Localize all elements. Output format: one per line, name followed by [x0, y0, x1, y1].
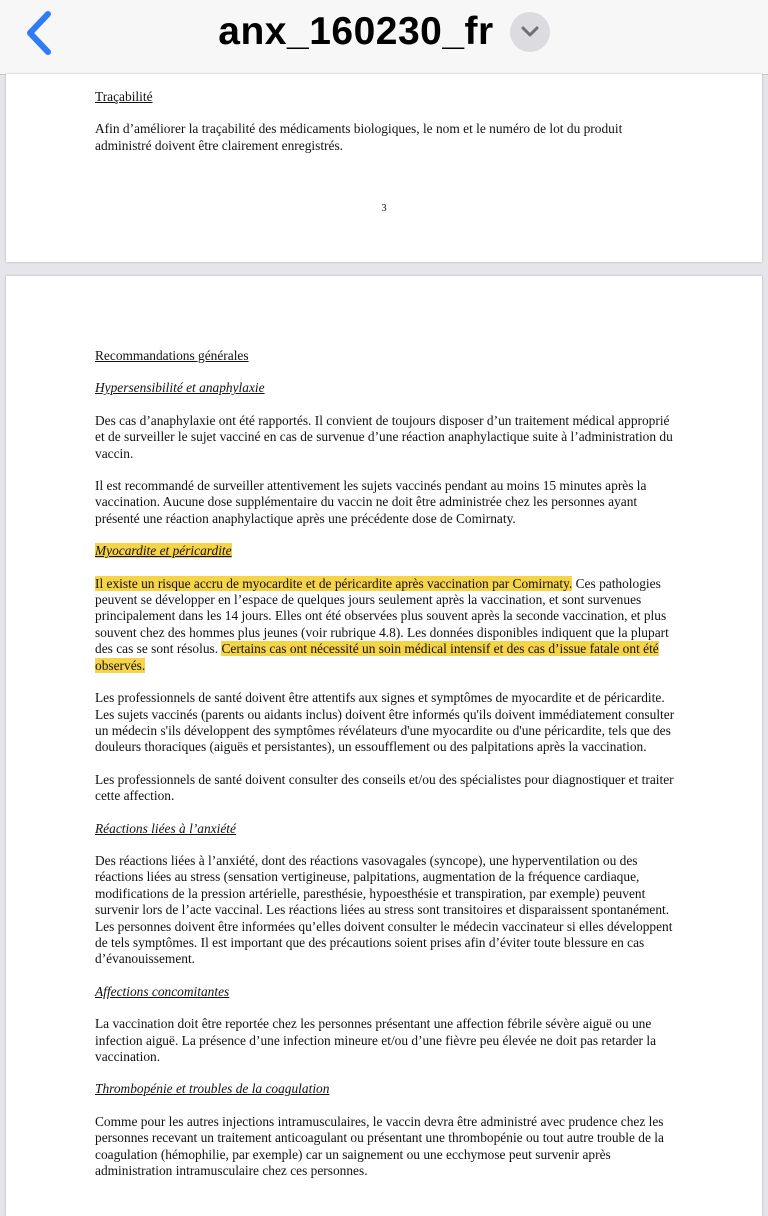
hypersensitivity-paragraph-1: Des cas d’anaphylaxie ont été rapportés. Il convient de toujours disposer d’un traitement médical approprié et de surveiller le sujet vacciné en cas de survenue d’une réaction anaphylactique suite à l’administration du vaccin. [95, 412, 673, 461]
thrombocytopenia-heading: Thrombopénie et troubles de la coagulation [95, 1081, 330, 1097]
document-title[interactable]: anx_160230_fr [218, 10, 494, 53]
myocarditis-heading: Myocardite et péricardite [95, 543, 232, 559]
chevron-down-icon [520, 25, 540, 39]
concomitant-heading: Affections concomitantes [95, 983, 230, 999]
title-menu-button[interactable] [510, 12, 550, 52]
section-title: Recommandations générales [95, 348, 249, 363]
myocarditis-paragraph-2: Les professionnels de santé doivent être attentifs aux signes et symptômes de myocardite et de péricardite. Les sujets vaccinés (parents ou aidants inclus) doivent être informés qu'ils doivent immédiatement consulter un médecin s'ils développent des symptômes révélateurs d'une myocardite ou d'une péricardite, tels que des douleurs thoraciques (aiguës et persistantes), un essoufflement ou des palpitations après la vaccination. [95, 690, 675, 755]
highlighted-text: Certains cas ont nécessité un soin médical intensif et des cas d’issue fatale ont été observés. [95, 641, 659, 673]
document-page-4 [6, 276, 762, 1216]
concomitant-paragraph: La vaccination doit être reportée chez les personnes présentant une affection fébrile sévère aiguë ou une infection aiguë. La présence d’une infection mineure et/ou d’une fièvre peu élevée ne doit pas retarder la vaccination. [95, 1016, 657, 1064]
hypersensitivity-paragraph-2: Il est recommandé de surveiller attentivement les sujets vaccinés pendant au moins 15 minutes après la vaccination. Aucune dose supplémentaire du vaccin ne doit être administrée chez les personnes ayant présenté une réaction anaphylactique après une précédente dose de Comirnaty. [95, 478, 647, 526]
myocarditis-heading-wrapper [95, 543, 675, 559]
title-container [0, 10, 768, 54]
anxiety-paragraph: Des réactions liées à l’anxiété, dont des réactions vasovagales (syncope), une hyperventilation ou des réactions liées au stress (sensation vertigineuse, palpitations, augmentation de la fréquence cardiaque, modifications de la pression artérielle, paresthésie, hypoesthésie et transpiration, par exemple) peuvent survenir lors de l’acte vaccinal. Les réactions liées au stress sont transitoires et disparaissent spontanément. Les personnes doivent être informées qu’elles doivent consulter le médecin vaccinateur si elles développent de tels symptômes. Il est important que des précautions soient prises afin d’éviter toute blessure en cas d’évanouissement. [95, 852, 673, 967]
tracabilite-paragraph: Afin d’améliorer la traçabilité des médicaments biologiques, le nom et le numéro de lot du produit administré doivent être clairement enregistrés. [95, 121, 623, 153]
myocarditis-paragraph-3: Les professionnels de santé doivent consulter des conseils et/ou des spécialistes pour diagnostiquer et traiter cette affection. [95, 771, 674, 804]
highlighted-text: Il existe un risque accru de myocardite et de péricardite après vaccination par Comirnaty. [95, 575, 573, 591]
myocarditis-paragraph-1 [95, 576, 675, 674]
page-number: 3 [381, 203, 387, 214]
hypersensitivity-heading: Hypersensibilité et anaphylaxie [95, 380, 265, 396]
paragraph-text: Ces pathologies peuvent se développer en l’espace de quelques jours seulement après la vaccination, et sont survenues principalement dans les 14 jours. Elles ont été observées plus souvent après la seconde vaccination, et plus souvent chez des hommes plus jeunes (voir rubrique 4.8). Les données disponibles indiquent que la plupart des cas se sont résolus. [95, 575, 669, 657]
navigation-bar [0, 0, 768, 75]
thrombocytopenia-paragraph: Comme pour les autres injections intramusculaires, le vaccin devra être administré avec prudence chez les personnes recevant un traitement anticoagulant ou présentant une thrombopénie ou tout autre trouble de la coagulation (hémophilie, par exemple) car un saignement ou une ecchymose peut survenir après administration intramusculaire chez ces personnes. [95, 1113, 664, 1179]
anxiety-heading: Réactions liées à l’anxiété [95, 820, 236, 836]
document-page-3 [6, 74, 762, 262]
tracabilite-heading: Traçabilité [95, 89, 153, 104]
